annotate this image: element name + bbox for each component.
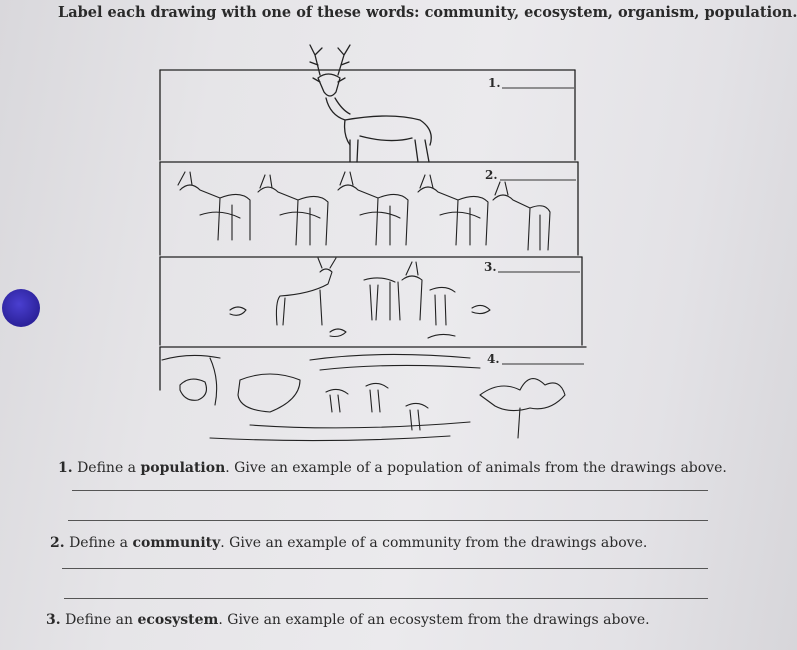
panel-number-1: 1. bbox=[488, 76, 501, 90]
question-3 bbox=[46, 612, 650, 628]
question-3-number: 3. bbox=[46, 612, 61, 628]
panel-number-3: 3. bbox=[484, 260, 497, 274]
question-3-keyword: ecosystem bbox=[137, 612, 219, 628]
panel-number-4: 4. bbox=[487, 352, 500, 366]
question-2-prefix: Define a bbox=[69, 535, 133, 551]
question-1-keyword: population bbox=[140, 460, 226, 476]
panel-1-organism-drawing bbox=[160, 45, 575, 162]
panel-label-1[interactable] bbox=[488, 76, 574, 90]
instruction-text: Label each drawing with one of these words: community, ecosystem, organism, population. bbox=[58, 4, 797, 21]
question-3-prefix: Define an bbox=[65, 612, 138, 628]
question-2-text: . Give an example of a community from the drawings above. bbox=[220, 535, 648, 551]
binder-hole-marker bbox=[2, 289, 40, 327]
question-2-number: 2. bbox=[50, 535, 65, 551]
ecology-illustration bbox=[150, 40, 590, 445]
panel-2-population-drawing bbox=[160, 162, 578, 255]
panel-label-4[interactable] bbox=[487, 352, 584, 366]
question-1 bbox=[58, 460, 727, 476]
question-1-text: . Give an example of a population of animals from the drawings above. bbox=[225, 460, 727, 476]
answer-line-1b[interactable] bbox=[68, 520, 708, 521]
question-1-prefix: Define a bbox=[77, 460, 141, 476]
panel-3-community-drawing bbox=[160, 257, 582, 345]
question-3-text: . Give an example of an ecosystem from the drawings above. bbox=[218, 612, 650, 628]
question-2 bbox=[50, 535, 647, 551]
panel-4-ecosystem-drawing bbox=[160, 347, 586, 441]
panel-label-2[interactable] bbox=[485, 168, 576, 182]
question-1-number: 1. bbox=[58, 460, 73, 476]
answer-line-2b[interactable] bbox=[64, 598, 708, 599]
answer-line-1a[interactable] bbox=[72, 490, 708, 491]
panel-number-2: 2. bbox=[485, 168, 498, 182]
answer-line-2a[interactable] bbox=[62, 568, 708, 569]
panel-label-3[interactable] bbox=[484, 260, 580, 274]
question-2-keyword: community bbox=[132, 535, 221, 551]
